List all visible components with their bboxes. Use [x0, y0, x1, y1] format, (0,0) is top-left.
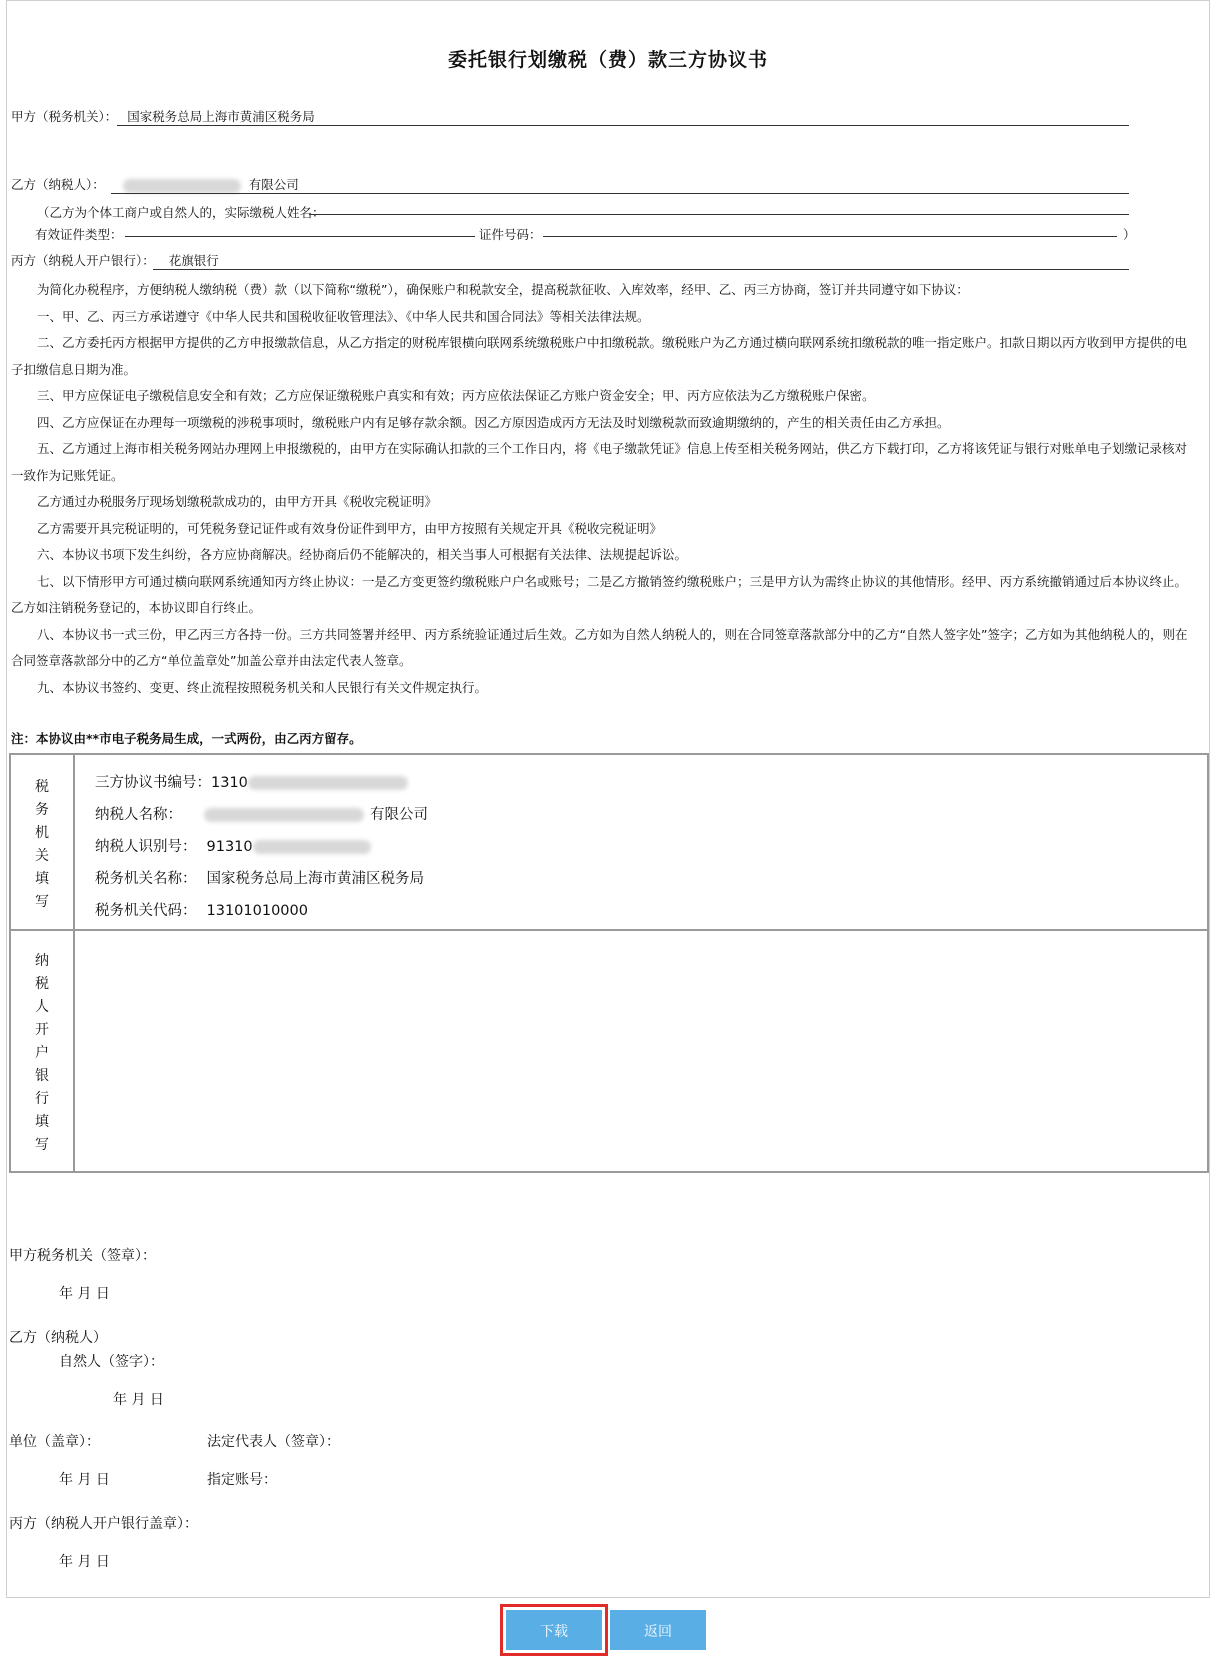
- term-paragraph: 八、本协议书一式三份，甲乙丙三方各持一份。三方共同签署并经甲、丙方系统验证通过后生效。乙方如为自然人纳税人的，则在合同签章落款部分中的乙方“自然人签字处”签字；乙方如为其他纳税人的，则在合同签章落款部分中的乙方“单位盖章处”加盖公章并由法定代表人签章。: [11, 626, 1188, 668]
- label-char: 纳: [35, 953, 49, 969]
- label-char: 户: [35, 1045, 49, 1061]
- agreement-note: 注：本协议由**市电子税务局生成，一式两份，由乙丙方留存。: [11, 731, 362, 746]
- date-line: 年 月 日: [59, 1472, 110, 1488]
- download-highlight-box: [500, 1604, 608, 1656]
- party-a-underline: [117, 125, 1129, 126]
- party-a-row: [11, 107, 315, 125]
- party-b-row: [11, 175, 299, 193]
- authority-code-row: [95, 895, 1207, 927]
- party-b-signature-label: 乙方（纳税人）: [9, 1330, 107, 1346]
- authority-name-row: [95, 863, 1207, 895]
- unit-seal-label: 单位（盖章）：: [9, 1434, 100, 1450]
- date-line: 年 月 日: [113, 1392, 164, 1408]
- taxpayer-name-suffix: 有限公司: [370, 807, 428, 823]
- taxpayer-name-row: [95, 799, 1207, 831]
- agreement-no-label: 三方协议书编号：: [95, 775, 211, 791]
- authority-code-value: 13101010000: [206, 903, 308, 919]
- natural-person-signature-label: 自然人（签字）：: [59, 1354, 164, 1370]
- id-type-line: [125, 236, 475, 237]
- redacted-name: [204, 808, 364, 822]
- party-b-note-row: [37, 203, 325, 221]
- party-c-signature-label: 丙方（纳税人开户银行盖章）：: [9, 1516, 198, 1532]
- term-paragraph: 六、本协议书项下发生纠纷，各方应协商解决。经协商后仍不能解决的，相关当事人可根据有关法律、法规提起诉讼。: [37, 547, 688, 562]
- label-char: 务: [35, 802, 49, 818]
- party-a-label: 甲方（税务机关）：: [11, 109, 118, 124]
- label-char: 行: [35, 1091, 49, 1107]
- id-no-label: 证件号码：: [479, 227, 542, 242]
- term-paragraph: 九、本协议书签约、变更、终止流程按照税务机关和人民银行有关文件规定执行。: [37, 679, 488, 695]
- term-paragraph: 三、甲方应保证电子缴税信息安全和有效；乙方应保证缴税账户真实和有效；丙方应依法保证乙方账户资金安全；甲、丙方应依法为乙方缴税账户保密。: [37, 388, 875, 403]
- date-line: 年 月 日: [59, 1554, 110, 1570]
- term-paragraph: 七、以下情形甲方可通过横向联网系统通知丙方终止协议：一是乙方变更签约缴税账户户名或账号；二是乙方撤销签约缴税账户；三是甲方认为需终止协议的其他情形。经甲、丙方系统撤销通过后本协议终止。乙方如注销税务登记的，本协议即自行终止。: [11, 573, 1188, 615]
- label-char: 人: [35, 999, 49, 1015]
- id-close: ）: [1123, 227, 1136, 242]
- id-no-line: [543, 236, 1117, 237]
- label-char: 填: [35, 871, 49, 887]
- party-b-label: 乙方（纳税人）：: [11, 177, 105, 192]
- label-char: 写: [35, 1137, 49, 1153]
- redacted-number: [248, 776, 408, 790]
- label-char: 税: [35, 976, 49, 992]
- tax-section-label: [10, 754, 74, 930]
- redacted-name: [123, 179, 241, 193]
- designated-account-label: 指定账号：: [207, 1472, 277, 1488]
- back-button[interactable]: 返回: [610, 1610, 706, 1650]
- bank-section-label: [10, 930, 74, 1172]
- term-paragraph: 一、甲、乙、丙三方承诺遵守《中华人民共和国税收征收管理法》、《中华人民共和国合同法》等相关法律法规。: [37, 308, 650, 324]
- taxpayer-id-row: [95, 831, 1207, 863]
- party-b-underline: [111, 193, 1129, 194]
- term-paragraph: 乙方通过办税服务厅现场划缴税款成功的，由甲方开具《税收完税证明》: [37, 494, 438, 509]
- term-paragraph: 二、乙方委托丙方根据甲方提供的乙方申报缴款信息，从乙方指定的财税库银横向联网系统缴税账户中扣缴税款。缴税账户为乙方通过横向联网系统扣缴税款的唯一指定账户。扣款日期以丙方收到甲方提供的电子扣缴信息日期为准。: [11, 335, 1188, 377]
- label-char: 填: [35, 1114, 49, 1130]
- agreement-title: 委托银行划缴税（费）款三方协议书: [447, 49, 768, 71]
- party-a-signature-label: 甲方税务机关（签章）：: [9, 1248, 156, 1264]
- party-c-row: [11, 251, 219, 269]
- authority-code-label: 税务机关代码：: [95, 903, 197, 919]
- label-char: 关: [35, 848, 49, 864]
- party-b-value: 有限公司: [248, 177, 299, 192]
- actual-payer-line: [309, 214, 1129, 215]
- taxpayer-id-value: 91310: [206, 839, 253, 855]
- taxpayer-name-label: 纳税人名称：: [95, 807, 182, 823]
- label-char: 机: [35, 825, 49, 841]
- party-c-value: 花旗银行: [168, 253, 219, 268]
- term-paragraph: 乙方需要开具完税证明的，可凭税务登记证件或有效身份证件到甲方，由甲方按照有关规定开具《税收完税证明》: [37, 520, 663, 536]
- download-button[interactable]: 下载: [506, 1610, 602, 1650]
- agreement-terms: [11, 277, 1197, 701]
- agreement-no-value: 1310: [211, 775, 248, 791]
- term-paragraph: 五、乙方通过上海市相关税务网站办理网上申报缴税的，由甲方在实际确认扣款的三个工作日内，将《电子缴款凭证》信息上传至相关税务网站，供乙方下载打印，乙方将该凭证与银行对账单电子划缴记录核对一致作为记账凭证。: [11, 441, 1188, 483]
- authority-name-value: 国家税务总局上海市黄浦区税务局: [206, 871, 424, 887]
- term-paragraph: 四、乙方应保证在办理每一项缴税的涉税事项时，缴税账户内有足够存款余额。因乙方原因造成丙方无法及时划缴税款而致逾期缴纳的，产生的相关责任由乙方承担。: [37, 414, 950, 430]
- label-char: 写: [35, 894, 49, 910]
- id-type-label: 有效证件类型：: [35, 227, 123, 242]
- date-line: 年 月 日: [59, 1286, 110, 1302]
- authority-name-label: 税务机关名称：: [95, 871, 197, 887]
- agreement-no-row: [95, 767, 1207, 799]
- bank-section-content: [74, 930, 1208, 1172]
- label-char: 开: [35, 1022, 49, 1038]
- party-c-label: 丙方（纳税人开户银行）：: [11, 253, 155, 268]
- agreement-document: [6, 0, 1210, 1598]
- party-c-underline: [153, 269, 1129, 270]
- label-char: 银: [35, 1068, 49, 1084]
- taxpayer-id-label: 纳税人识别号：: [95, 839, 197, 855]
- fill-in-table: [9, 753, 1209, 1173]
- party-b-note-label: （乙方为个体工商户或自然人的，实际缴税人姓名：: [37, 205, 325, 220]
- term-paragraph: 为简化办税程序，方便纳税人缴纳税（费）款（以下简称“缴税”），确保账户和税款安全，提高税款征收、入库效率，经甲、乙、丙三方协商，签订并共同遵守如下协议：: [37, 282, 969, 297]
- party-a-value: 国家税务总局上海市黄浦区税务局: [127, 109, 315, 124]
- redacted-number: [253, 840, 371, 854]
- tax-section-info: [74, 754, 1208, 930]
- legal-rep-signature-label: 法定代表人（签章）：: [207, 1434, 340, 1450]
- label-char: 税: [35, 779, 49, 795]
